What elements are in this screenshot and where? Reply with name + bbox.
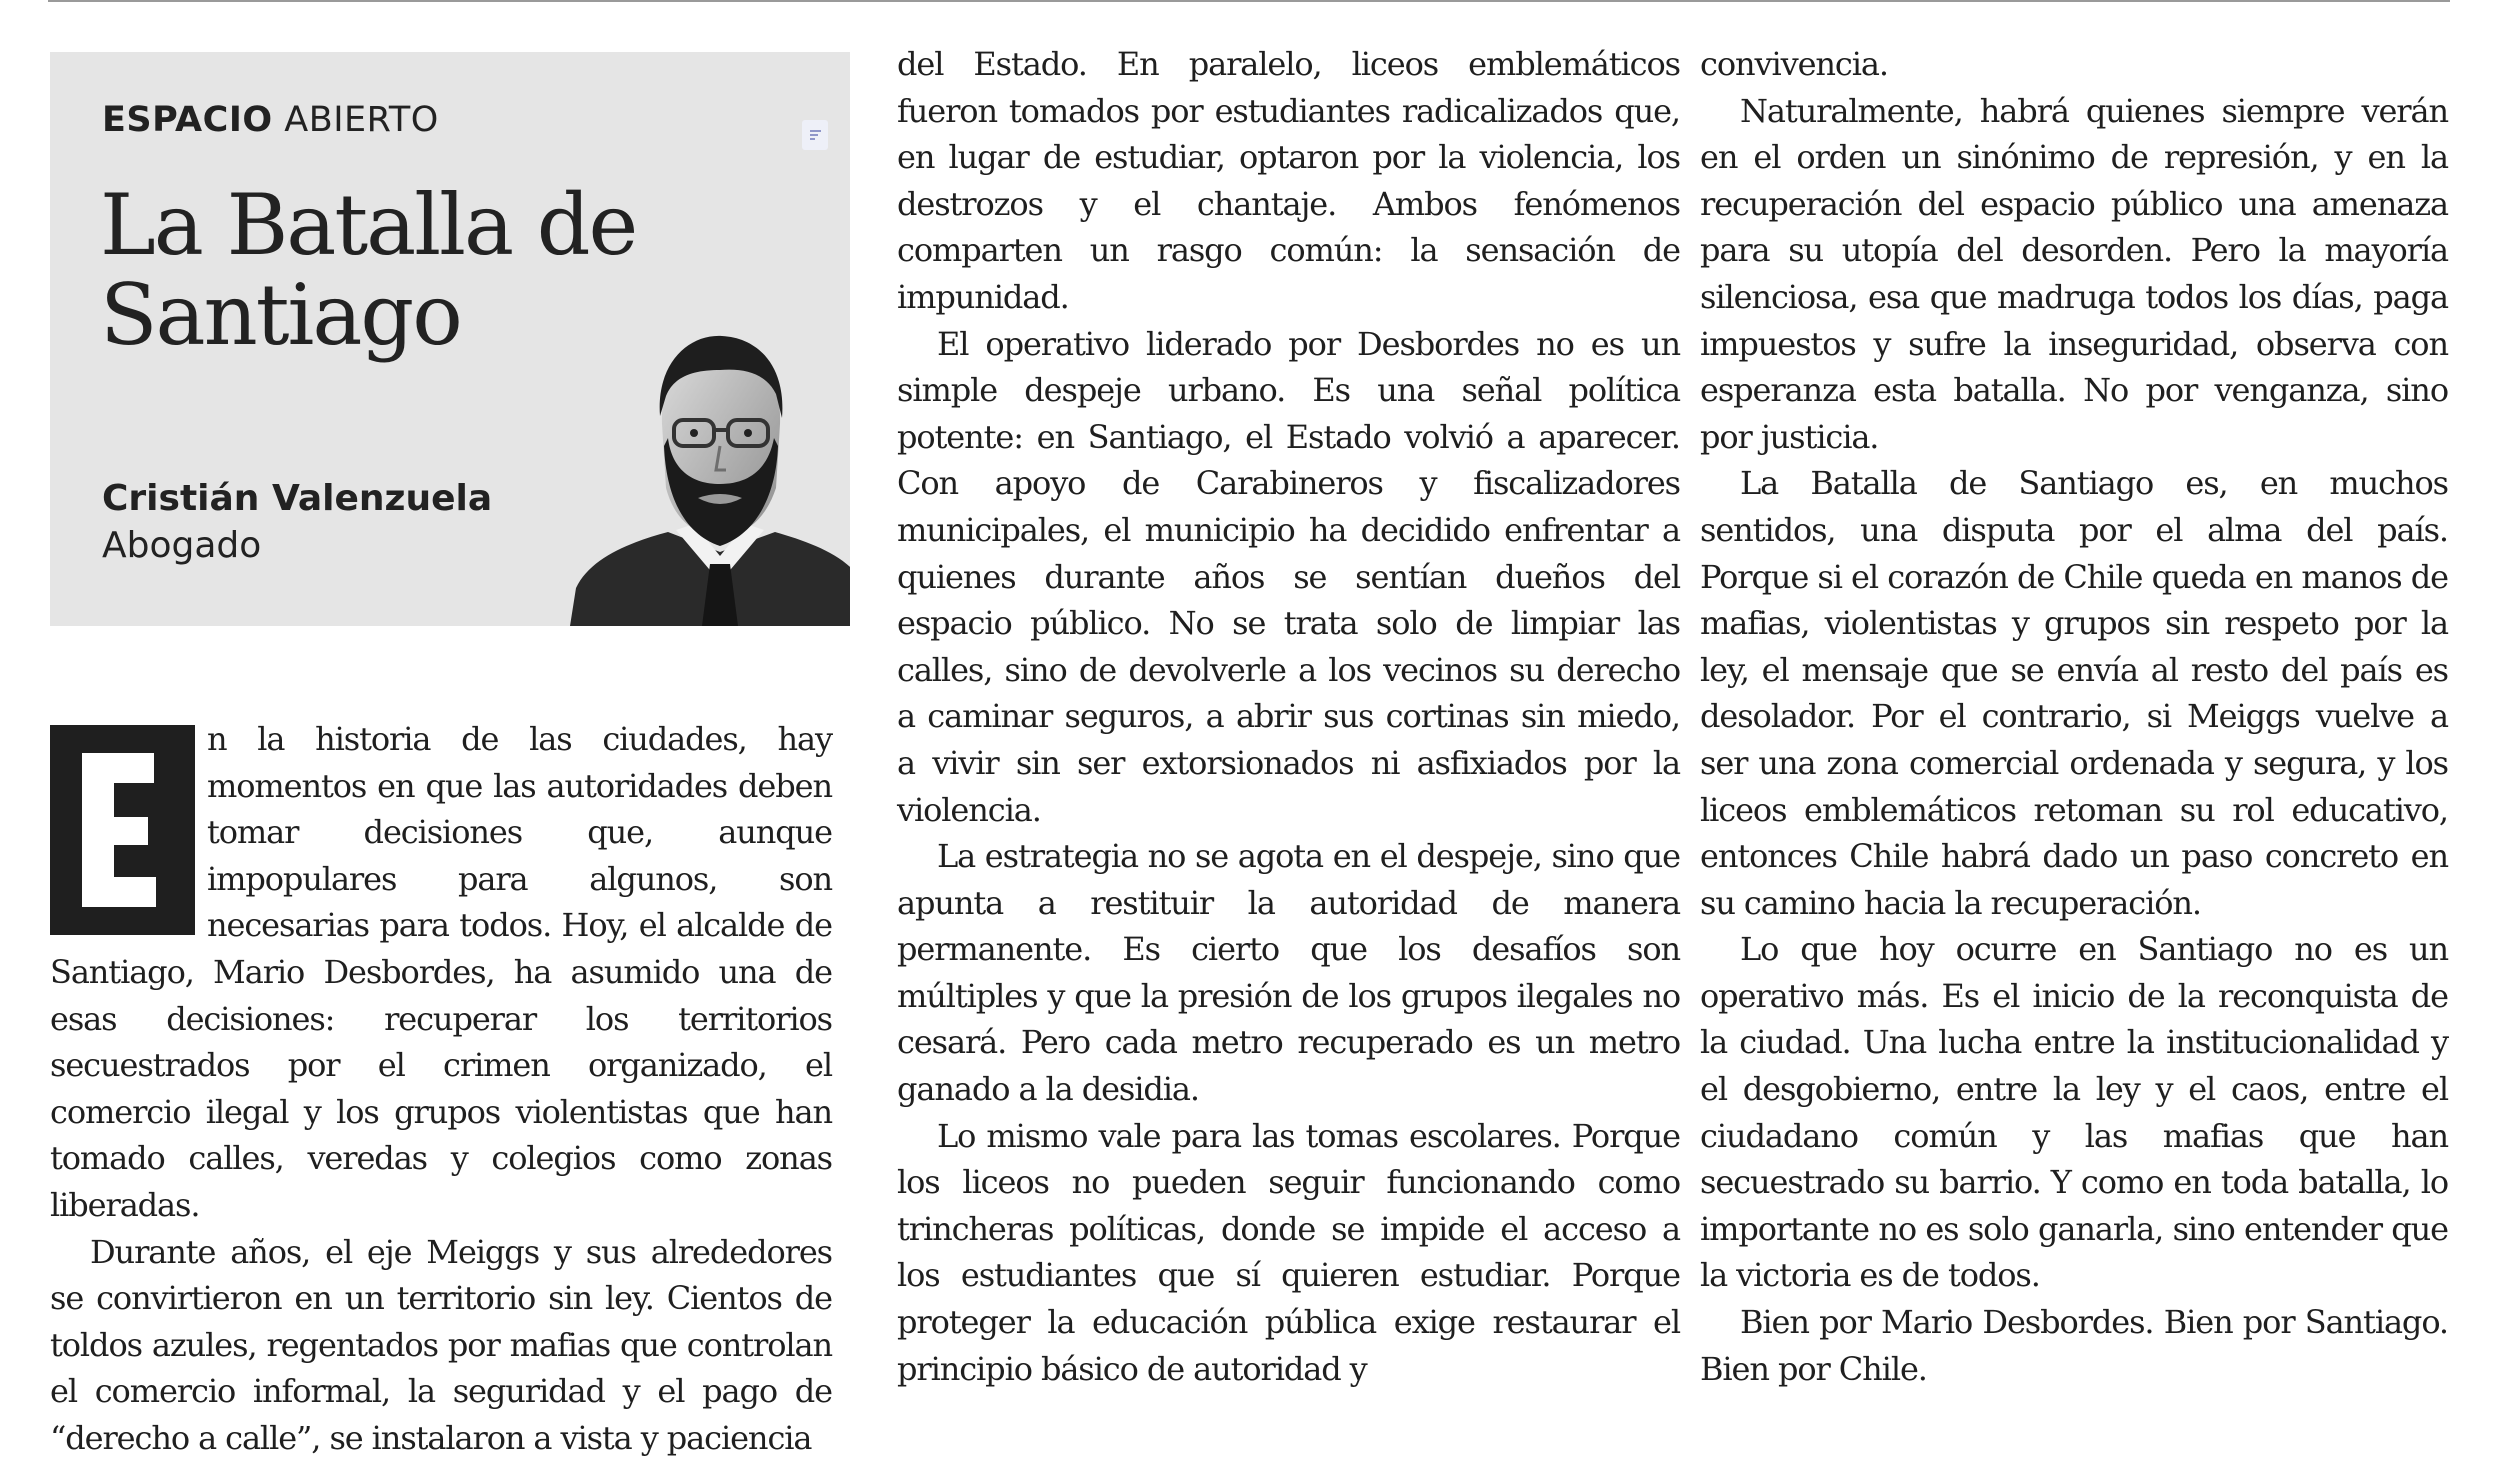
article-paragraph-7: La Batalla de Santiago es, en muchos sentidos, una disputa por el alma del país. Porque si el corazón de Chile queda en manos de mafias, violentistas y grupos sin respeto por la ley, el mensaje que se envía al resto del país es desolador. Por el contrario, si Meiggs vuelve a ser una zona comercial ordenada y segura, y los liceos emblemáticos retoman su rol educativo, entonces Chile habrá dado un paso concreto en su camino hacia la recuperación. — [1700, 464, 2448, 922]
article-paragraph-5: Lo mismo vale para las tomas escolares. Porque los liceos no pueden seguir funcionando como trincheras políticas, donde se impide el acceso a los estudiantes que sí quieren estudiar. Porque proteger la educación pública exige restaurar el principio básico de autoridad y — [897, 1116, 1680, 1388]
article-header — [50, 52, 850, 626]
menu-icon[interactable] — [802, 120, 828, 150]
article-column-2 — [897, 41, 1680, 1392]
article-paragraph-5-continued: convivencia. — [1700, 45, 1888, 83]
article-paragraph-9: Bien por Mario Desbordes. Bien por Santiago. Bien por Chile. — [1700, 1303, 2448, 1388]
author-photo — [570, 320, 850, 626]
section-label-regular: ABIERTO — [284, 100, 439, 140]
section-label — [102, 100, 439, 140]
drop-cap-letter — [50, 725, 195, 935]
article-column-1 — [50, 716, 832, 1462]
section-label-bold: ESPACIO — [102, 100, 273, 140]
article-paragraph-6: Naturalmente, habrá quienes siempre verán en el orden un sinónimo de represión, y en la recuperación del espacio público una amenaza para su utopía del desorden. Pero la mayoría silenciosa, esa que madruga todos los días, paga impuestos y sufre la inseguridad, observa con esperanza esta batalla. No por venganza, sino por justicia. — [1700, 91, 2448, 456]
article-column-3 — [1700, 41, 2448, 1392]
article-paragraph-3: El operativo liderado por Desbordes no es un simple despeje urbano. Es una señal política potente: en Santiago, el Estado volvió a aparecer. Con apoyo de Carabineros y fiscalizadores municipales, el municipio ha decidido enfrentar a quienes durante años se sentían dueños del espacio público. No se trata solo de limpiar las calles, sino de devolverle a los vecinos su derecho a caminar seguros, a abrir sus cortinas sin miedo, a vivir sin ser extorsionados ni asfixiados por la violencia. — [897, 324, 1680, 829]
article-paragraph-1: n la historia de las ciudades, hay momentos en que las autoridades deben tomar decisiones que, aunque impopulares para algunos, son necesarias para todos. Hoy, el alcalde de Santiago, Mario Desbordes, ha asumido una de esas decisiones: recuperar los territorios secuestrados por el crimen organizado, el comercio ilegal y los grupos violentistas que han tomado calles, veredas y colegios como zonas liberadas. — [50, 720, 832, 1224]
top-rule — [48, 0, 2450, 2]
drop-cap — [50, 725, 195, 935]
article-paragraph-8: Lo que hoy ocurre en Santiago no es un operativo más. Es el inicio de la reconquista de la ciudad. Una lucha entre la institucionalidad y el desgobierno, entre la ley y el caos, entre el ciudadano común y las mafias que han secuestrado su barrio. Y como en toda batalla, lo importante no es solo ganarla, sino entender que la victoria es de todos. — [1700, 930, 2448, 1295]
author-role: Abogado — [102, 525, 262, 566]
article-paragraph-2-continued: del Estado. En paralelo, liceos emblemáticos fueron tomados por estudiantes radicalizados que, en lugar de estudiar, optaron por la violencia, los destrozos y el chantaje. Ambos fenómenos comparten un rasgo común: la sensación de impunidad. — [897, 45, 1680, 316]
article-paragraph-4: La estrategia no se agota en el despeje, sino que apunta a restituir la autoridad de manera permanente. Es cierto que los desafíos son múltiples y que la presión de los grupos ilegales no cesará. Pero cada metro recuperado es un metro ganado a la desidia. — [897, 837, 1680, 1109]
article-title: La Batalla de Santiago — [100, 176, 637, 364]
author-name: Cristián Valenzuela — [102, 478, 493, 519]
article-paragraph-2: Durante años, el eje Meiggs y sus alrededores se convirtieron en un territorio sin ley. Cientos de toldos azules, regentados por mafias que controlan el comercio informal, la seguridad y el pago de “derecho a calle”, se instalaron a vista y paciencia — [50, 1232, 832, 1457]
